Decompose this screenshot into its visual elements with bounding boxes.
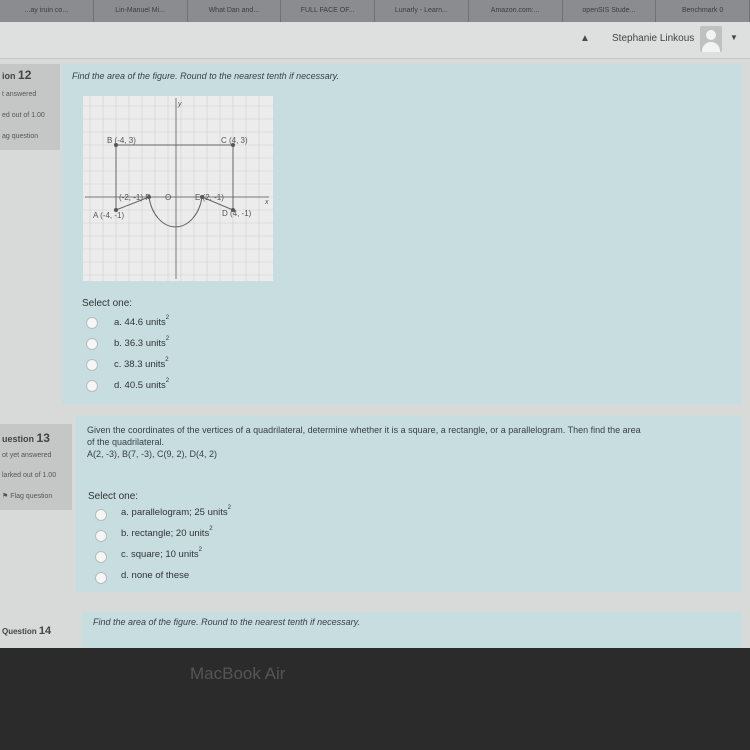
x-axis-label: x [265, 199, 269, 206]
q14-number [2, 625, 51, 637]
q13-option-c-radio[interactable] [95, 551, 107, 563]
q13-text [87, 424, 727, 460]
q13-option-b[interactable]: b. rectangle; 20 units$^2$ [121, 526, 213, 539]
q12-number-value: 12 [18, 68, 32, 82]
q12-option-a-radio[interactable] [86, 317, 98, 329]
q13-number-value: 13 [36, 431, 50, 445]
q12-status: t answered [2, 91, 37, 98]
avatar[interactable] [700, 26, 722, 52]
q13-info [0, 424, 72, 510]
bookmarks-bar [0, 0, 750, 22]
q13-option-d[interactable]: d. none of these [121, 570, 190, 581]
bookmark-7[interactable]: openSIS Stude... [563, 0, 657, 22]
q12-number [2, 68, 31, 82]
q13-label: uestion [2, 434, 35, 444]
q12-label: ion [2, 71, 16, 81]
y-axis-label: y [178, 101, 182, 108]
q13-flag-question[interactable] [2, 492, 52, 500]
q13-option-c[interactable]: c. square; 10 units$^2$ [121, 547, 202, 560]
q13-number [2, 431, 50, 445]
laptop-label: MacBook Air [190, 664, 286, 683]
label-C: C (4, 3) [221, 136, 248, 145]
q12-select-one: Select one: [82, 298, 133, 309]
q12-option-c-radio[interactable] [86, 359, 98, 371]
q13-status: ot yet answered [2, 452, 52, 459]
q12-option-d[interactable]: d. 40.5 units$^2$ [114, 378, 170, 391]
q12-option-d-radio[interactable] [86, 380, 98, 392]
avatar-body [702, 42, 720, 52]
q13-option-a[interactable]: a. parallelogram; 25 units$^2$ [121, 505, 232, 518]
q13-text-line2: of the quadrilateral. [87, 437, 165, 447]
q13-option-d-radio[interactable] [95, 572, 107, 584]
q13-marks: larked out of 1.00 [2, 472, 57, 479]
q14-number-value: 14 [38, 625, 52, 637]
coordinate-graph [83, 96, 273, 281]
notification-icon[interactable]: ▲ [580, 33, 590, 44]
q13-select-one: Select one: [88, 491, 139, 502]
bookmark-2[interactable]: Lin-Manuel Mi... [94, 0, 188, 22]
q12-option-b[interactable]: b. 36.3 units$^2$ [114, 336, 170, 349]
q12-option-b-radio[interactable] [86, 338, 98, 350]
q14-label: Question [2, 627, 37, 636]
label-A: A (-4, -1) [93, 211, 125, 220]
q13-text-coordinates: A(2, -3), B(7, -3), C(9, 2), D(4, 2) [87, 449, 218, 459]
q13-text-line1: Given the coordinates of the vertices of a quadrilateral, determine whether it is a square, a rectangle, or a parallelogram. Then find the area [87, 425, 641, 435]
label-G-F: (-2, -1) F [119, 193, 151, 202]
bookmark-5[interactable]: Lunarly - Learn... [375, 0, 469, 22]
chevron-down-icon[interactable]: ▼ [730, 33, 738, 42]
flag-icon: ⚑ [2, 493, 9, 500]
q12-option-a[interactable]: a. 44.6 units$^2$ [114, 315, 170, 328]
user-bar [0, 22, 750, 59]
q12-flag-question[interactable]: ag question [2, 133, 39, 140]
label-D: D (4, -1) [222, 209, 252, 218]
q12-option-c[interactable]: c. 38.3 units$^2$ [114, 357, 169, 370]
q13-option-a-radio[interactable] [95, 509, 107, 521]
user-name[interactable]: Stephanie Linkous [612, 33, 695, 44]
q13-option-b-radio[interactable] [95, 530, 107, 542]
bookmark-6[interactable]: Amazon.com:... [469, 0, 563, 22]
bookmark-1[interactable]: ...ay iruin co... [0, 0, 94, 22]
q12-text: Find the area of the figure. Round to the nearest tenth if necessary. [72, 71, 339, 81]
q12-figure [83, 96, 273, 281]
label-B: B (-4, 3) [107, 136, 136, 145]
bookmark-3[interactable]: What Dan and... [188, 0, 282, 22]
q12-marks: ed out of 1.00 [2, 112, 45, 119]
label-O: O [165, 193, 172, 202]
q12-info [0, 64, 60, 150]
laptop-bezel [0, 648, 750, 750]
bookmark-4[interactable]: FULL FACE OF... [281, 0, 375, 22]
label-E: E (2, -1) [195, 193, 224, 202]
q14-text: Find the area of the figure. Round to the nearest tenth if necessary. [93, 617, 360, 627]
avatar-head [706, 30, 716, 40]
q13-flag-label: Flag question [10, 493, 53, 500]
bookmark-8[interactable]: Benchmark 0 [656, 0, 750, 22]
